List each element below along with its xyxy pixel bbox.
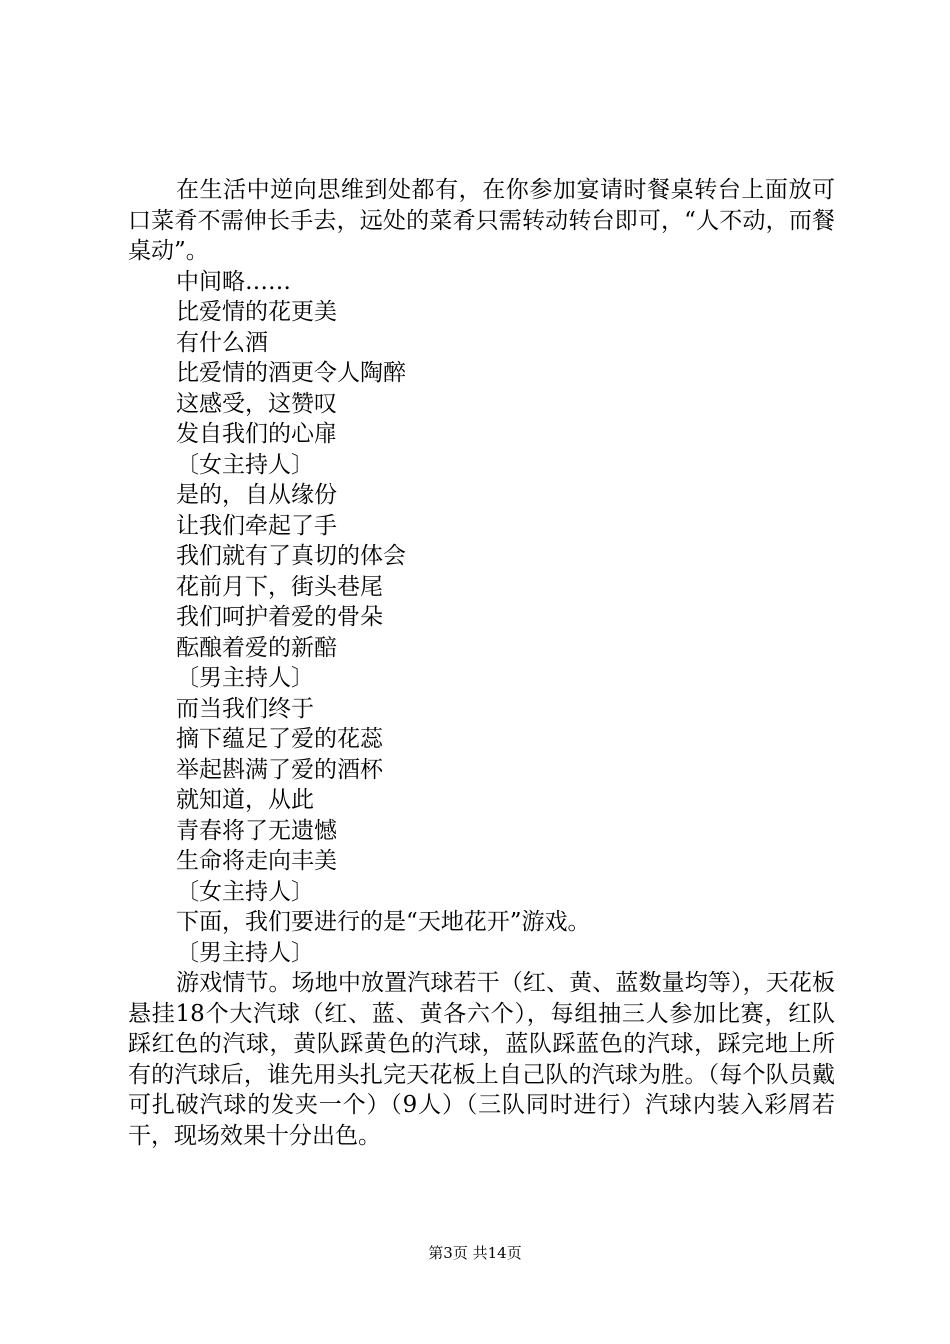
text-line: 我们就有了真切的体会 [176,543,406,569]
text-line: 比爱情的花更美 [176,299,337,325]
text-line: 酝酿着爱的新醅 [176,634,337,661]
page-footer: 第3页 共14页 [428,1244,522,1262]
text-line: 摘下蕴足了爱的花蕊 [176,726,383,752]
speaker-label: 〔男主持人〕 [176,665,314,691]
text-line: 举起斟满了爱的酒杯 [176,756,383,783]
text-line: 花前月下，街头巷尾 [176,573,383,600]
text-line: 发自我们的心扉 [176,421,337,447]
text-line: 就知道，从此 [176,787,314,813]
text-line: 这感受，这赞叹 [176,390,337,417]
speaker-label: 〔女主持人〕 [176,878,314,905]
text-line: 让我们牵起了手 [176,512,337,539]
text-line: 比爱情的酒更令人陶醉 [176,360,406,386]
text-line: 生命将走向丰美 [176,848,337,874]
document-body [128,175,835,1151]
text-line: 青春将了无遗憾 [176,817,337,844]
paragraph-intro: 在生活中逆向思维到处都有，在你参加宴请时餐桌转台上面放可口菜肴不需伸长手去，远处的菜肴只需转动转台即可，“人不动，而餐桌动”。 [128,177,835,264]
text-line: 下面，我们要进行的是“天地花开”游戏。 [176,909,591,935]
speaker-label: 〔男主持人〕 [176,939,314,966]
text-line: 是的，自从缘份 [176,482,337,508]
paragraph-game: 游戏情节。场地中放置汽球若干（红、黄、蓝数量均等），天花板悬挂18个大汽球（红、蓝、黄各六个），每组抽三人参加比赛，红队踩红色的汽球，黄队踩黄色的汽球，蓝队踩蓝色的汽球，踩完地上所有的汽球后，谁先用头扎完天花板上自己队的汽球为胜。（每个队员戴可扎破汽球的发夹一个）（9人）（三队同时进行）汽球内装入彩屑若干，现场效果十分出色。 [128,970,835,1149]
speaker-label: 〔女主持人〕 [176,451,314,478]
text-line: 我们呵护着爱的骨朵 [176,604,383,630]
text-line: 有什么酒 [176,329,268,356]
text-line: 而当我们终于 [176,695,314,722]
text-line: 中间略…… [176,268,291,295]
